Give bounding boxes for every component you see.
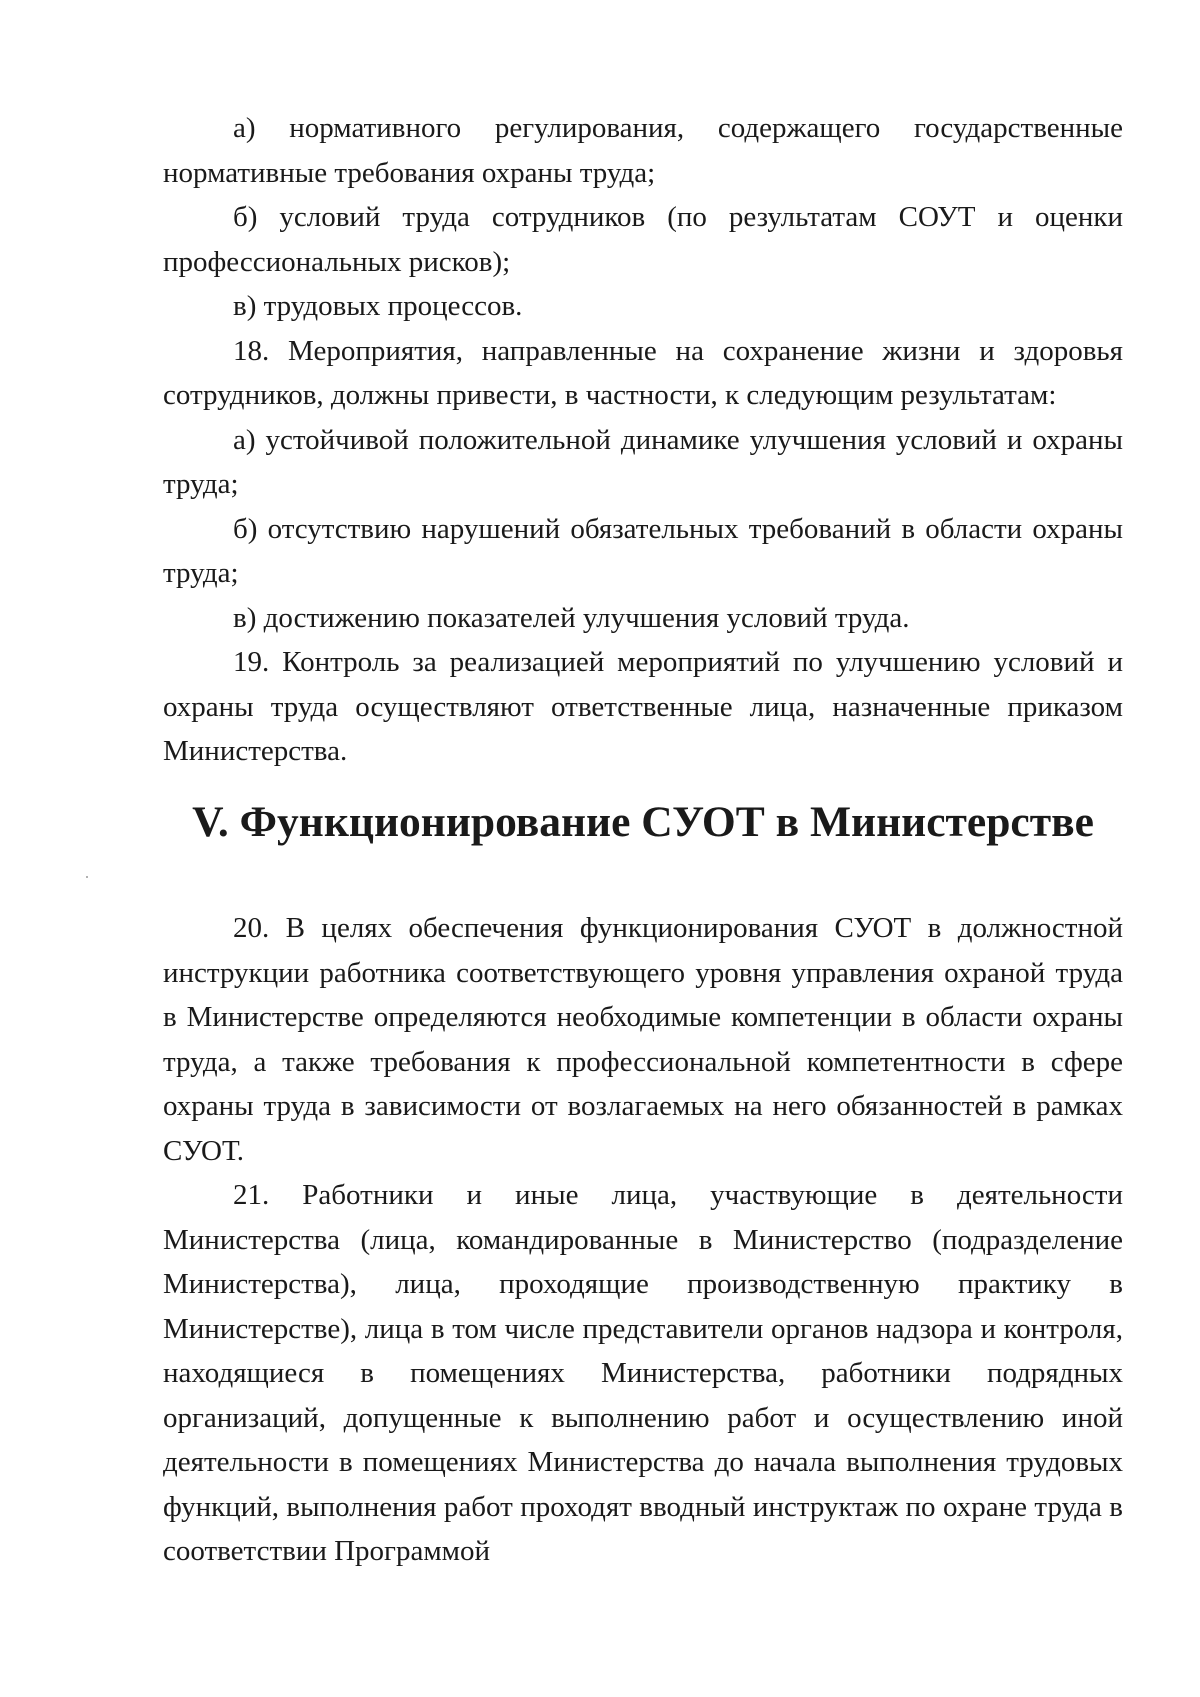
document-body: [163, 106, 1123, 1574]
paragraph-18-a: а) устойчивой положительной динамике улучшения условий и охраны труда;: [163, 423, 1123, 500]
scan-speck: [86, 876, 88, 878]
paragraph-19: 19. Контроль за реализацией мероприятий по улучшению условий и охраны труда осуществляют ответственные лица, назначенные приказом Министерства.: [163, 646, 1123, 767]
paragraph-b-conditions: б) условий труда сотрудников (по результатам СОУТ и оценки профессиональных рисков);: [163, 201, 1123, 278]
paragraph-v-processes: в) трудовых процессов.: [233, 290, 523, 322]
section-heading: V. Функционирование СУОТ в Министерстве: [192, 797, 1094, 846]
paragraph-21: 21. Работники и иные лица, участвующие в деятельности Министерства (лица, командированные в Министерство (подразделение Министерства), лица, проходящие производственную практику в Министерстве), лица в том числе представители органов надзора и контроля, находящиеся в помещениях Министерства, работники подрядных организаций, допущенные к выполнению работ и осуществлению иной деятельности в помещениях Министерства до начала выполнения трудовых функций, выполнения работ проходят вводный инструктаж по охране труда в соответствии Программой: [163, 1179, 1123, 1567]
paragraph-20: 20. В целях обеспечения функционирования СУОТ в должностной инструкции работника соответствующего уровня управления охраной труда в Министерстве определяются необходимые компетенции в области охраны труда, а также требования к профессиональной компетентности в сфере охраны труда в зависимости от возлагаемых на него обязанностей в рамках СУОТ.: [163, 912, 1123, 1167]
paragraph-18: 18. Мероприятия, направленные на сохранение жизни и здоровья сотрудников, должны привести, в частности, к следующим результатам:: [163, 334, 1123, 411]
paragraph-18-b: б) отсутствию нарушений обязательных требований в области охраны труда;: [163, 512, 1123, 589]
paragraph-a-regulation: а) нормативного регулирования, содержащего государственные нормативные требования охраны труда;: [163, 112, 1123, 189]
paragraph-18-v: в) достижению показателей улучшения условий труда.: [233, 601, 910, 634]
